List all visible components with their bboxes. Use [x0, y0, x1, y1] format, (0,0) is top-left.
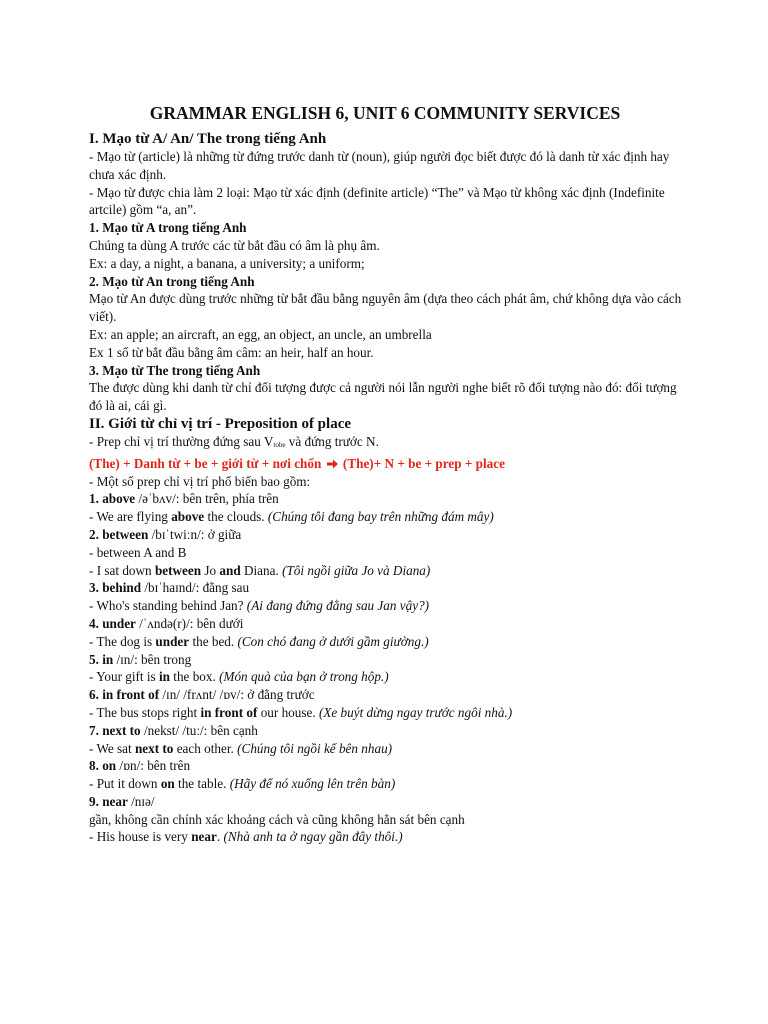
preposition-item-heading — [89, 526, 689, 544]
example-text: Diana. — [240, 562, 283, 578]
example-keyword: in front of — [200, 704, 258, 720]
article-a-example: Ex: a day, a night, a banana, a university; a uniform; — [89, 255, 365, 271]
example-keyword: above — [171, 509, 205, 525]
article-a-rule: Chúng ta dùng A trước các từ bắt đầu có âm là phụ âm. — [89, 237, 380, 253]
preposition-number: 8. — [89, 758, 103, 774]
example-keyword: between — [154, 562, 202, 578]
example-translation: (Con chó đang ở dưới gầm giường.) — [237, 633, 429, 649]
example-text: - Who's standing behind Jan? — [89, 598, 247, 614]
example-text: the box. — [169, 669, 220, 685]
example-text: - The bus stops right — [89, 704, 201, 720]
preposition-number: 4. — [89, 615, 103, 631]
example-text: Jo — [201, 562, 220, 578]
preposition-word: on — [102, 758, 117, 774]
example-keyword: near — [191, 829, 217, 845]
preposition-rule-subscript: tobe — [273, 440, 286, 449]
preposition-rule-text-a: - Prep chỉ vị trí thường đứng sau V — [89, 433, 274, 449]
preposition-item-heading — [89, 579, 689, 597]
example-keyword: and — [219, 562, 241, 578]
preposition-item-heading — [89, 686, 689, 704]
preposition-number: 7. — [89, 722, 103, 738]
example-translation: (Chúng tôi đang bay trên những đám mây) — [267, 509, 494, 525]
preposition-number: 3. — [89, 580, 103, 596]
article-an-example-2: Ex 1 số từ bắt đầu bằng âm câm: an heir, half an hour. — [89, 344, 374, 360]
preposition-formula — [89, 455, 689, 473]
article-an-heading: 2. Mạo từ An trong tiếng Anh — [89, 273, 255, 289]
article-an-rule: Mạo từ An được dùng trước những từ bắt đầu bằng nguyên âm (dựa theo cách phát âm, chứ không dựa vào cách viết). — [89, 291, 682, 325]
preposition-number: 1. — [89, 491, 103, 507]
preposition-phonetic-meaning: /nekst/ /tuː/: bên cạnh — [140, 722, 258, 738]
example-translation: (Ai đang đứng đằng sau Jan vậy?) — [246, 598, 430, 614]
preposition-example — [89, 775, 689, 793]
example-translation: (Tôi ngồi giữa Jo và Diana) — [282, 562, 431, 578]
preposition-phonetic-meaning: /ɒn/: bên trên — [116, 758, 191, 774]
preposition-number: 5. — [89, 651, 103, 667]
example-text: - The dog is — [89, 633, 156, 649]
preposition-word: under — [102, 615, 136, 631]
section-1-heading: I. Mạo từ A/ An/ The trong tiếng Anh — [89, 131, 327, 147]
preposition-item-heading — [89, 490, 689, 508]
preposition-phonetic-meaning: /bɪˈhaɪnd/: đằng sau — [141, 580, 250, 596]
preposition-rule — [89, 433, 689, 455]
preposition-word: in front of — [102, 687, 160, 703]
example-text: - We are flying — [89, 509, 172, 525]
example-text: our house. — [257, 704, 319, 720]
preposition-intro: - Một số prep chỉ vị trí phổ biến bao gồm: — [89, 473, 311, 489]
preposition-rule-text-b: và đứng trước N. — [285, 433, 379, 449]
example-text: - I sat down — [89, 562, 155, 578]
example-text: - His house is very — [89, 829, 192, 845]
section-1-paragraph-1: - Mạo từ (article) là những từ đứng trước danh từ (noun), giúp người đọc biết được đó là danh từ xác định hay chưa xác định. — [89, 149, 670, 182]
article-an-example-1: Ex: an apple; an aircraft, an egg, an object, an uncle, an umbrella — [89, 326, 432, 342]
formula-vietnamese: (The) + Danh từ + be + giới từ + nơi chốn — [89, 455, 322, 471]
article-the-rule: The được dùng khi danh từ chỉ đối tượng được cả người nói lẫn người nghe biết rõ đối tượng nào đó: đối tượng đó là ai, cái gì. — [89, 380, 677, 414]
example-translation: (Xe buýt dừng ngay trước ngôi nhà.) — [318, 704, 513, 720]
article-the-heading: 3. Mạo từ The trong tiếng Anh — [89, 362, 261, 378]
preposition-example — [89, 828, 689, 846]
example-translation: (Chúng tôi ngồi kế bên nhau) — [237, 740, 393, 756]
preposition-item-heading — [89, 651, 689, 669]
preposition-word: behind — [102, 580, 142, 596]
preposition-phonetic-meaning: /ɪn/ /frʌnt/ /ɒv/: ở đằng trước — [159, 687, 315, 703]
example-keyword: next to — [134, 740, 174, 756]
example-translation: (Nhà anh ta ở ngay gần đây thôi.) — [223, 829, 403, 845]
preposition-example — [89, 811, 689, 829]
example-text: the table. — [174, 776, 230, 792]
preposition-word: between — [102, 526, 149, 542]
preposition-word: in — [102, 651, 114, 667]
preposition-item-heading — [89, 793, 689, 811]
section-1-paragraph-2: - Mạo từ được chia làm 2 loại: Mạo từ xác định (definite article) “The” và Mạo từ không xác định (Indefinite artcile) gồm “a, an”. — [89, 184, 665, 218]
preposition-example — [89, 544, 689, 562]
preposition-example — [89, 508, 689, 526]
preposition-example — [89, 633, 689, 651]
preposition-item-heading — [89, 615, 689, 633]
preposition-number: 2. — [89, 526, 103, 542]
example-text: . — [216, 829, 224, 845]
example-text: gần, không cần chính xác khoảng cách và cũng không hẳn sát bên cạnh — [89, 811, 465, 827]
right-arrow-icon — [327, 459, 338, 469]
example-text: the bed. — [189, 633, 238, 649]
example-translation: (Hãy để nó xuống lên trên bàn) — [229, 776, 396, 792]
preposition-example — [89, 740, 689, 758]
preposition-phonetic-meaning: /nɪə/ — [127, 793, 155, 809]
preposition-phonetic-meaning: /ˈʌndə(r)/: bên dưới — [135, 615, 244, 631]
example-text: each other. — [173, 740, 238, 756]
example-translation: (Món quà của bạn ở trong hộp.) — [219, 669, 389, 685]
preposition-example — [89, 704, 689, 722]
preposition-word: near — [102, 793, 128, 809]
preposition-phonetic-meaning: /əˈbʌv/: bên trên, phía trên — [135, 491, 279, 507]
example-keyword: under — [155, 633, 190, 649]
preposition-phonetic-meaning: /bɪˈtwiːn/: ở giữa — [148, 526, 242, 542]
example-keyword: on — [160, 776, 175, 792]
document-title: GRAMMAR ENGLISH 6, UNIT 6 COMMUNITY SERVICES — [149, 103, 621, 123]
document-page — [89, 102, 689, 846]
preposition-item-heading — [89, 722, 689, 740]
example-text: - We sat — [89, 740, 135, 756]
example-text: the clouds. — [204, 509, 268, 525]
preposition-word: next to — [102, 722, 141, 738]
example-text: - Put it down — [89, 776, 161, 792]
example-text: - between A and B — [89, 544, 187, 560]
formula-english: (The)+ N + be + prep + place — [342, 455, 505, 471]
preposition-number: 6. — [89, 687, 103, 703]
preposition-word: above — [102, 491, 136, 507]
preposition-example — [89, 562, 689, 580]
preposition-item-heading — [89, 757, 689, 775]
example-keyword: in — [158, 669, 170, 685]
preposition-phonetic-meaning: /ɪn/: bên trong — [113, 651, 192, 667]
section-2-heading: II. Giới từ chỉ vị trí - Preposition of place — [89, 415, 352, 432]
article-a-heading: 1. Mạo từ A trong tiếng Anh — [89, 220, 247, 236]
preposition-number: 9. — [89, 793, 103, 809]
preposition-list — [89, 490, 689, 846]
example-text: - Your gift is — [89, 669, 159, 685]
preposition-example — [89, 597, 689, 615]
preposition-example — [89, 668, 689, 686]
